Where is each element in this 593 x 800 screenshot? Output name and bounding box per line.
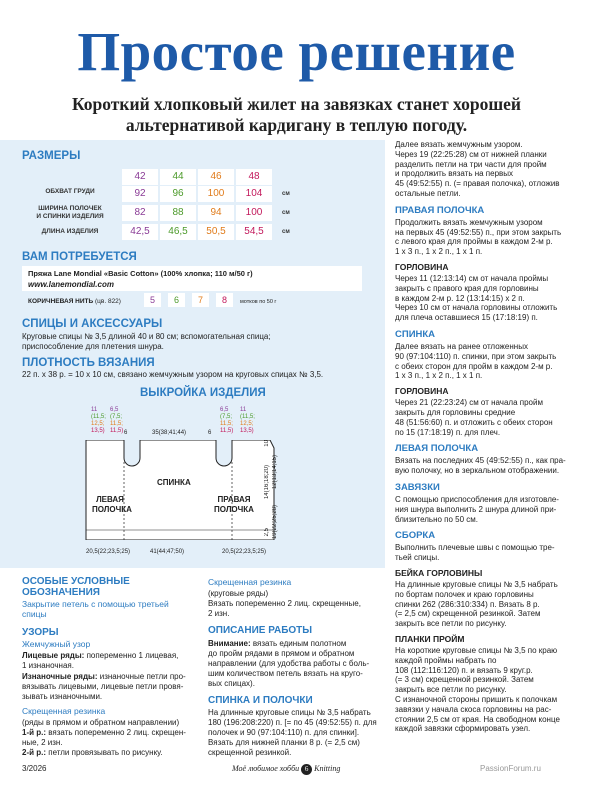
width-value: 94 [198,205,234,221]
yarn-site: www.lanemondial.com [28,280,114,289]
row-label-length: ДЛИНА ИЗДЕЛИЯ [41,228,99,235]
subsection-heading: ГОРЛОВИНА [395,386,449,397]
measure-side-19: 19(22;25;28) [272,505,278,540]
bf-line-2: 180 (196:208:220) п. [= по 45 (49:52:55) п. для [208,718,377,727]
measure-right-shoulder: 6,5 (7,5; 11,5; 11,5) [220,407,234,434]
pearl-back: Изнаночные ряды: изнаночные петли про- [22,672,186,681]
instruction-line: разделить петли на три части для пройм [395,159,547,169]
skein-count: 6 [168,293,185,307]
instruction-line: близительно по 50 см. [395,514,479,524]
section-heading: ЗАВЯЗКИ [395,482,440,493]
cross-line-1: (ряды в прямом и обратном направлении) [22,718,180,727]
needles-line-2: приспособление для плетения шнура. [22,342,164,351]
patterns-heading: УЗОРЫ [22,627,59,638]
instruction-line: закрыть с правого края для горловины [395,283,539,293]
skein-unit: мотков по 50 г [240,299,277,305]
instruction-line: завязки у начала скоса горловины на рас- [395,704,552,714]
instruction-line: Через 10 см от начала горловины отложить [395,303,558,313]
cross-row-2: 2-й р.: петли провязывать по рисунку. [22,748,163,757]
length-value: 42,5 [122,224,158,240]
measure-6a: 6 [124,430,128,436]
pattern-diagram [80,440,280,540]
special-heading: ОСОБЫЕ УСЛОВНЫЕ ОБОЗНАЧЕНИЯ [22,576,130,598]
instruction-line: вую полочку, но в зеркальном отображении. [395,466,560,476]
subsection-heading: БЕЙКА ГОРЛОВИНЫ [395,568,483,578]
width-value: 100 [236,205,272,221]
pearl-back-3: зывать изнаночными. [22,692,103,701]
gauge-text: 22 п. х 38 р. = 10 х 10 см, связано жемчужным узором на круговых спицах № 3,5. [22,370,324,379]
instruction-line: каждой завязки сформировать узел. [395,724,531,734]
measure-side-12: 12(13;14;15) [272,455,278,490]
unit-cm: см [282,191,290,197]
cross-round-2: Вязать попеременно 2 лиц. скрещенные, [208,599,361,608]
instruction-line: в каждом 2-м р. 12 (13:14:15) х 2 п. [395,293,525,303]
cross-round-3: 2 изн. [208,609,230,618]
instruction-line: с обеих сторон для пройм в каждом 2-м р. [395,361,553,371]
bf-line-1: На длинные круговые спицы № 3,5 набрать [208,708,371,717]
width-value: 88 [160,205,196,221]
label-right-front [214,495,254,515]
instruction-line: (= 2,5 см) скрещенной резинкой. Затем [395,609,541,619]
measure-center: 35(38;41;44) [152,430,187,436]
desc-line-4: шим количеством петель вязать на круго- [208,669,363,678]
instruction-line: Далее вязать на ранее отложенных [395,342,528,351]
instruction-line: Далее вязать жемчужным узором. [395,140,523,149]
instruction-line: тьей спицы. [395,553,440,563]
instruction-line: по 15 (17:18:19) п. для плеч. [395,427,501,437]
desc-line-5: вых спицах). [208,679,255,688]
skein-count: 5 [144,293,161,307]
materials-heading: ВАМ ПОТРЕБУЕТСЯ [22,251,137,263]
instruction-line: 48 (51:56:60) п. и отложить с обеих сторон [395,417,553,427]
pearl-face: Лицевые ряды: попеременно 1 лицевая, [22,651,179,660]
instruction-line: Вязать на последних 45 (49:52:55) п., как пра- [395,456,566,466]
measure-6b: 6 [208,430,212,436]
instruction-line: Через 19 (22:25:28) см от нижней планки [395,149,547,159]
cross-round-name: Скрещенная резинка [208,577,292,587]
size-col-3: 46 [198,169,234,185]
desc-line-2: до пройм рядами в прямом и обратном [208,649,355,658]
instruction-line: С изнаночной стороны пришить к полочкам [395,695,558,704]
pearl-face-2: 1 изнаночная. [22,661,74,670]
instruction-line: Через 21 (22:23:24) см от начала пройм [395,398,543,408]
instruction-line: 45 (49:52:55) п. (= правая полочка), отложив [395,179,560,189]
width-value: 82 [122,205,158,221]
size-col-4: 48 [236,169,272,185]
pearl-back-2: вязывать лицевыми, лицевые петли провя- [22,682,184,691]
instruction-line: закрыть все петли по рисунку. [395,685,507,695]
page-number: 6 [301,764,312,775]
row-label-width-1: ШИРИНА ПОЛОЧЕК [38,205,102,212]
instruction-line: закрыть все петли по рисунку. [395,619,507,629]
instruction-line: и продолжить вязать на первых [395,169,514,179]
chest-value: 92 [122,186,158,202]
cross-row-1: 1-й р.: вязать попеременно 2 лиц. скрещен- [22,728,186,737]
instruction-line: 108 (112:116:120) п. и вязать 9 круг.р. [395,665,533,675]
instruction-line: Продолжить вязать жемчужным узором [395,217,543,227]
length-value: 46,5 [160,224,196,240]
needles-heading: СПИЦЫ И АКСЕССУАРЫ [22,318,163,330]
gauge-heading: ПЛОТНОСТЬ ВЯЗАНИЯ [22,357,155,369]
label-left-front-1: ЛЕВАЯ [96,495,124,504]
instruction-line: 90 (97:104:110) п. спинки, при этом закрыть [395,351,557,361]
special-sub: Закрытие петель с помощью третьей спицы [22,599,169,619]
instruction-line: каждой проймы набрать по [395,655,497,665]
instruction-line: на первых 45 (49:52:55) п., при этом закрыть [395,227,562,237]
desc-line-1: Внимание: вязать единым полотном [208,639,347,648]
section-heading: СБОРКА [395,530,436,542]
label-right-front-1: ПРАВАЯ [217,495,251,504]
subtitle-line-2: альтернативой кардигану в теплую погоду. [125,115,468,135]
instruction-line: 1 х 3 п., 1 х 2 п., 1 х 1 п. [395,247,483,257]
label-left-front-2: ПОЛОЧКА [92,505,132,514]
watermark: PassionForum.ru [480,764,541,773]
section-heading: СПИНКА [395,329,436,340]
unit-cm: см [282,229,290,235]
measure-right-shoulder-b: 11 (11,5; 12,5; 13,5) [240,407,255,434]
instruction-line: закрыть для горловины средние [395,408,516,417]
page-title: Простое решение [77,21,516,82]
measure-left-shoulder: 11 (11,5; 12,5; 13,5) [91,407,106,434]
subsection-heading: ГОРЛОВИНА [395,262,449,272]
measure-side-25: 2,5 [264,528,270,537]
measure-side-14: 14(16;18;20) [264,465,270,500]
length-value: 50,5 [198,224,234,240]
instruction-line: (= 3 см) скрещенной резинкой. Затем [395,675,534,685]
measure-bottom-right: 20,5(22;23,5;25) [222,549,267,555]
instruction-line: На длинные круговые спицы № 3,5 набрать [395,580,558,589]
measure-bottom-left: 20,5(22;23,5;25) [86,549,131,555]
color-label: КОРИЧНЕВАЯ НИТЬ (цв. 822) [28,298,121,305]
instruction-line: по бортам полочек и краю горловины [395,589,534,599]
instruction-line: С помощью приспособления для изготовле- [395,495,559,504]
instruction-line: Через 11 (12:13:14) см от начала проймы [395,274,549,283]
magazine-name: Моё любимое хобби 6 Knitting [232,764,341,773]
skein-count: 7 [192,293,209,307]
subtitle-line-1: Короткий хлопковый жилет на завязках станет хорошей [71,94,521,114]
pearl-name: Жемчужный узор [22,639,91,649]
instruction-line: остальные петли. [395,189,461,198]
skein-count: 8 [216,293,233,307]
section-heading: ПРАВАЯ ПОЛОЧКА [395,204,485,216]
bf-line-5: скрещенной резинкой. [208,748,292,757]
size-col-2: 44 [160,169,196,185]
unit-cm: см [282,210,290,216]
measure-left-shoulder-b: 6,5 (7,5; 11,5; 11,5) [110,407,124,434]
length-value: 54,5 [236,224,272,240]
size-col-1: 42 [122,169,158,185]
section-heading: ЛЕВАЯ ПОЛОЧКА [395,443,479,455]
back-front-heading: СПИНКА И ПОЛОЧКИ [208,695,313,706]
bf-line-4: Вязать для нижней планки 8 р. (= 2,5 см) [208,738,360,747]
instruction-line: с левого края для проймы в каждом 2-м р. [395,237,553,247]
cross-round-1: (круговые ряды) [208,589,269,598]
cross-name: Скрещенная резинка [22,706,106,716]
instruction-line: Выполнить плечевые швы с помощью тре- [395,543,555,553]
page-subtitle [20,94,573,136]
row-label-width-2: И СПИНКИ ИЗДЕЛИЯ [36,213,104,220]
chest-value: 104 [236,186,272,202]
chest-value: 96 [160,186,196,202]
label-right-front-2: ПОЛОЧКА [214,505,254,514]
chest-value: 100 [198,186,234,202]
sizes-heading: РАЗМЕРЫ [22,150,81,162]
row-label-width [20,205,120,221]
instruction-line: На короткие круговые спицы № 3,5 по краю [395,646,558,655]
instruction-line: стоянии 2,5 см от края. На свободном конце [395,714,560,724]
bf-line-3: полочек и 90 (97:104:110) п. для спинки]. [208,728,360,737]
desc-heading: ОПИСАНИЕ РАБОТЫ [208,625,313,636]
instruction-line: 1 х 3 п., 1 х 2 п., 1 х 1 п. [395,371,483,381]
instruction-line: ния шнура выполнить 2 шнура длиной при- [395,504,557,514]
label-back: СПИНКА [157,478,191,487]
measure-side-10: 10 [264,440,270,447]
yarn-name: Пряжа Lane Mondial «Basic Cotton» (100% хлопка; 110 м/50 г) [28,269,253,278]
instruction-line: спинки 262 (286:310:334) п. Вязать 8 р. [395,599,540,609]
cross-row-1b: ные, 2 изн. [22,738,63,747]
issue-number: 3/2026 [22,764,47,773]
pattern-heading: ВЫКРОЙКА ИЗДЕЛИЯ [140,387,266,399]
label-left-front [92,495,132,515]
measure-bottom-center: 41(44;47;50) [150,549,185,555]
row-label-chest: ОБХВАТ ГРУДИ [45,188,95,195]
needles-line-1: Круговые спицы № 3,5 длиной 40 и 80 см; вспомогательная спица; [22,332,271,341]
subsection-heading: ПЛАНКИ ПРОЙМ [395,634,465,644]
desc-line-3: направлении (для удобства работы с боль- [208,659,370,668]
instruction-line: для плеча оставшиеся 15 (17:18:19) п. [395,313,538,323]
